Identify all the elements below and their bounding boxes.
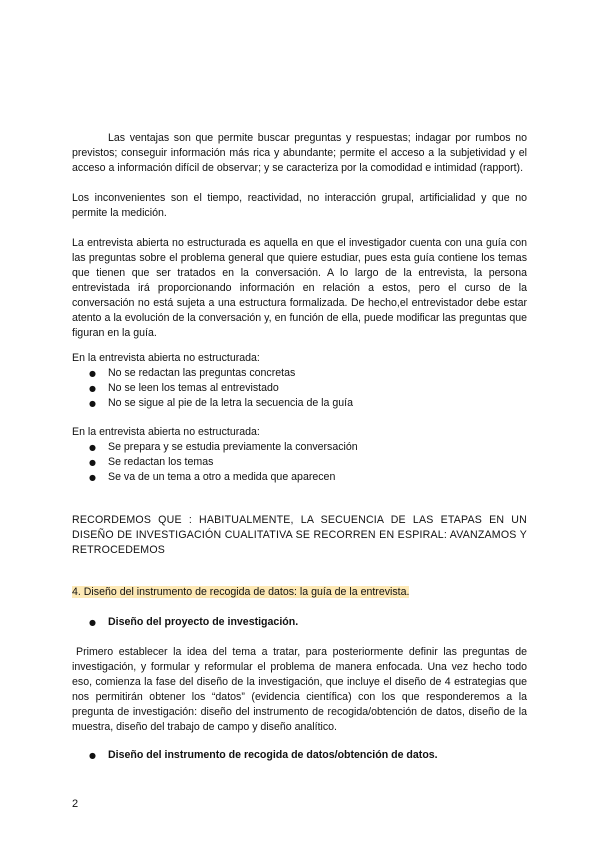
bold-item-list-2 bbox=[72, 748, 527, 763]
list-item: ● No se leen los temas al entrevistado bbox=[72, 381, 527, 396]
list-item: ● No se sigue al pie de la letra la secuencia de la guía bbox=[72, 396, 527, 411]
inconvenientes-paragraph: Los inconvenientes son el tiempo, reactividad, no interacción grupal, artificialidad y que no permite la medición. bbox=[72, 192, 527, 219]
list1-intro: En la entrevista abierta no estructurada: bbox=[72, 352, 260, 364]
list-item: ● Se redactan los temas bbox=[72, 455, 527, 470]
entrevista-abierta-paragraph: La entrevista abierta no estructurada es aquella en que el investigador cuenta con una guía con las preguntas sobre el problema general que quiere estudiar, pues esta guía contiene los temas que tienen que ser tratados en la conversación. A lo largo de la entrevista, la persona entrevistada irá proporcionando información en relación a estos, pero el curso de la conversación no está sujeta a una estructura formalizada. De hecho,el entrevistador debe estar atento a la evolución de la conversación y, en función de ella, puede modificar las preguntas que figuran en la guía. bbox=[72, 237, 527, 339]
section-heading-text: 4. Diseño del instrumento de recogida de datos: la guía de la entrevista. bbox=[72, 586, 410, 598]
primero-paragraph: Primero establecer la idea del tema a tratar, para posteriormente definir las preguntas de investigación, y formular y reformular el problema de manera enfocada. Una vez hecho todo eso, comienza la fase del diseño de la investigación, que incluye el diseño de 4 estrategias que nos permitirán obtener los “datos” (evidencia científica) con los que responderemos a la pregunta de investigación: diseño del instrumento de recogida/obtención de datos, diseño de la muestra, diseño del trabajo de campo y diseño analítico. bbox=[72, 646, 527, 733]
bold-item-list-1 bbox=[72, 615, 527, 630]
list1 bbox=[72, 366, 527, 411]
recordemos-note: RECORDEMOS QUE : HABITUALMENTE, LA SECUENCIA DE LAS ETAPAS EN UN DISEÑO DE INVESTIGACIÓN CUALITATIVA SE RECORREN EN ESPIRAL: AVANZAMOS Y RETROCEDEMOS bbox=[72, 514, 527, 556]
page-number: 2 bbox=[72, 798, 79, 810]
ventajas-paragraph: Las ventajas son que permite buscar preguntas y respuestas; indagar por rumbos no previstos; conseguir información más rica y abundante; permite el acceso a la subjetividad y el acceso a información difícil de observar; y se caracteriza por la comodidad e intimidad (rapport). bbox=[72, 132, 527, 174]
bold-item-proyecto: ● Diseño del proyecto de investigación. bbox=[72, 615, 527, 630]
list2 bbox=[72, 440, 527, 485]
list-item: ● Se prepara y se estudia previamente la conversación bbox=[72, 440, 527, 455]
list2-intro: En la entrevista abierta no estructurada: bbox=[72, 426, 260, 438]
list-item: ● Se va de un tema a otro a medida que aparecen bbox=[72, 470, 527, 485]
section-heading bbox=[72, 585, 527, 600]
list-item: ● No se redactan las preguntas concretas bbox=[72, 366, 527, 381]
bold-item-instrumento: ● Diseño del instrumento de recogida de datos/obtención de datos. bbox=[72, 748, 527, 763]
